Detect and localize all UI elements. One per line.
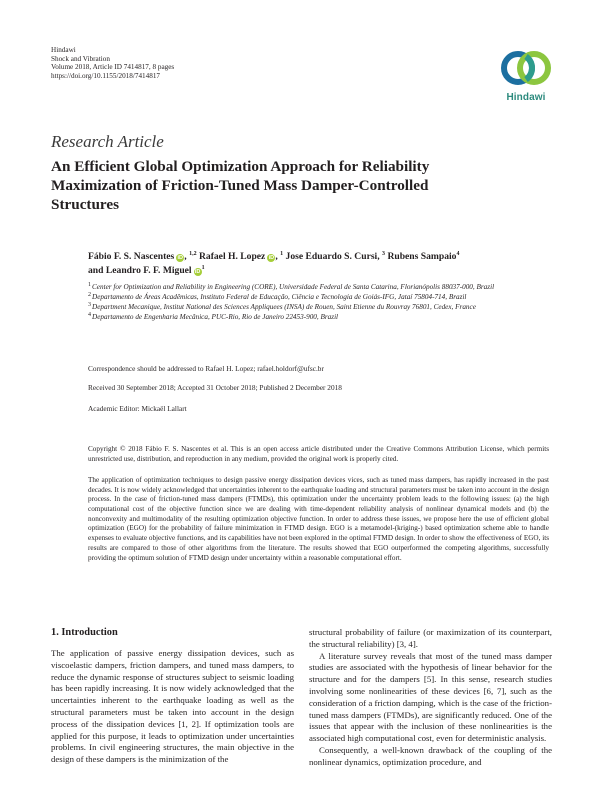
affiliations — [88, 283, 558, 323]
author-affiliation-ref: 1 — [201, 264, 205, 271]
orcid-icon[interactable]: iD — [177, 255, 184, 261]
author-affiliation-ref: 3 — [382, 251, 386, 257]
academic-editor: Academic Editor: Mickaël Lallart — [88, 404, 187, 413]
hindawi-logo-text: Hindawi — [506, 92, 546, 103]
hindawi-logo-icon — [497, 46, 555, 90]
body-column-left — [51, 648, 294, 766]
author-affiliation-ref: 1 — [280, 251, 284, 257]
article-title: An Efficient Global Optimization Approach for Reliability Maximization of Friction-Tuned Mass Damper-Controlled Structures — [51, 158, 430, 213]
affiliation: 3 Department Mecanique, Institut National des Sciences Appliquees (INSA) de Rouen, Saint Etienne du Rouvray 76801, Cedex, France — [88, 301, 476, 311]
paragraph: Consequently, a well-known drawback of the coupling of the nonlinear dynamics, optimization procedure, and — [309, 744, 552, 767]
journal-name: Shock and Vibration — [51, 54, 110, 63]
journal-header — [51, 46, 174, 80]
author-name: Rafael H. Lopez — [198, 251, 266, 262]
author-affiliation-ref: 4 — [456, 251, 460, 257]
affiliation: 4 Departamento de Engenharia Mecânica, PUC-Rio, Rio de Janeiro 22453-900, Brazil — [88, 311, 339, 321]
author-list: Fábio F. S. Nascentes iD, $^{1,2}$ Rafael H. Lopez iD, $^1$ Jose Eduardo S. Cursi, $^3$ Rubens Sampaio$^4$ and Leandro F. F. Miguel $iD^1$ — [88, 251, 460, 276]
article-type: Research Article — [51, 132, 164, 151]
paragraph: A literature survey reveals that most of the tuned mass damper studies are associated with the hypothesis of linear behavior for the structure and for the dampers [5]. In this sense, research studies involving some nonlinearities of these devices [6, 7], such as the consideration of a friction damping, which is the case of the friction-tuned mass dampers (FTMDs), are significantly reduced. One of the issues that appear with the inclusion of these nonlinearities is the associated high computational cost, even for deterministic analysis. — [309, 650, 552, 744]
abstract: The application of optimization techniques to design passive energy dissipation devices vices, such as tuned mass dampers, has rapidly increased in the past decades. It is now widely acknowledged that uncertainties inherent to the earthquake loading and structural parameters must be taken into account in the design process. In the case of friction-tuned mass dampers (FTMDs), this optimization under the uncertainty problem leads to the following issues: (a) the high computational cost of the objective function since we are dealing with time-dependent reliability analysis of nonlinear dynamical models and (b) the nonconvexity and multimodality of the resulting optimization objective function. In order to address these issues, we propose here the use of efficient global optimization (EGO) for the probability of failure minimization in FTMD design. EGO is a metamodel-(kriging-) based optimization scheme able to handle expenses to evaluate objective functions, and its capabilities have not been explored in the optimal FTMD design. In order to show the effectiveness of EGO, its results are compared to those of other algorithms from the literature. The results showed that EGO outperformed the competing algorithms, successfully providing the optimum solution of FTMD design under uncertainty within a reasonable computational effort. — [88, 476, 549, 562]
hindawi-logo — [497, 46, 555, 108]
copyright-notice: Copyright © 2018 Fábio F. S. Nascentes et al. This is an open access article distributed under the Creative Commons Attribution License, which permits unrestricted use, distribution, and reproduction in any medium, provided the original work is properly cited. — [88, 445, 549, 463]
affiliation: 2 Departamento de Áreas Acadêmicas, Instituto Federal de Educação, Ciência e Tecnologia de Goiás-IFG, Jataí 75804-714, Brazil — [88, 291, 467, 301]
author-name: Rubens Sampaio — [387, 251, 457, 262]
orcid-icon[interactable]: iD — [194, 268, 201, 275]
section-heading: 1. Introduction — [51, 627, 118, 638]
orcid-icon[interactable]: iD — [268, 255, 275, 261]
author-name: Fábio F. S. Nascentes — [88, 251, 175, 262]
publisher-name: Hindawi — [51, 46, 76, 54]
received-dates: Received 30 September 2018; Accepted 31 October 2018; Published 2 December 2018 — [88, 383, 342, 392]
paragraph: The application of passive energy dissipation devices, such as viscoelastic dampers, friction dampers, and tuned mass dampers, to reduce the dynamic response of structures subject to seismic loading has been rapidly increasing. It is now widely acknowledged that the uncertainties inherent to the earthquake loading as well as the structural parameters must be taken into account in the design process of the dissipation devices [1, 2]. If optimization tools are applied for this purpose, it leads to optimization under uncertainties problems. In civil engineering structures, the main objective in the design of these dampers is the minimization of the — [51, 648, 294, 765]
volume-line: Volume 2018, Article ID 7414817, 8 pages — [51, 63, 175, 72]
author-name: Jose Eduardo S. Cursi — [285, 251, 378, 262]
correspondence: Correspondence should be addressed to Rafael H. Lopez; rafael.holdorf@ufsc.br — [88, 364, 324, 373]
doi-link[interactable]: https://doi.org/10.1155/2018/7414817 — [51, 71, 161, 80]
paragraph: structural probability of failure (or maximization of its counterpart, the structural reliability) [3, 4]. — [309, 627, 552, 649]
body-column-right — [309, 627, 552, 769]
author-affiliation-ref: 1,2 — [189, 251, 197, 257]
author-name: and Leandro F. F. Miguel — [88, 264, 192, 276]
affiliation: 1 Center for Optimization and Reliability in Engineering (CORE), Universidade Federal de Santa Catarina, Florianópolis 88037-000, Brazil — [88, 282, 495, 291]
